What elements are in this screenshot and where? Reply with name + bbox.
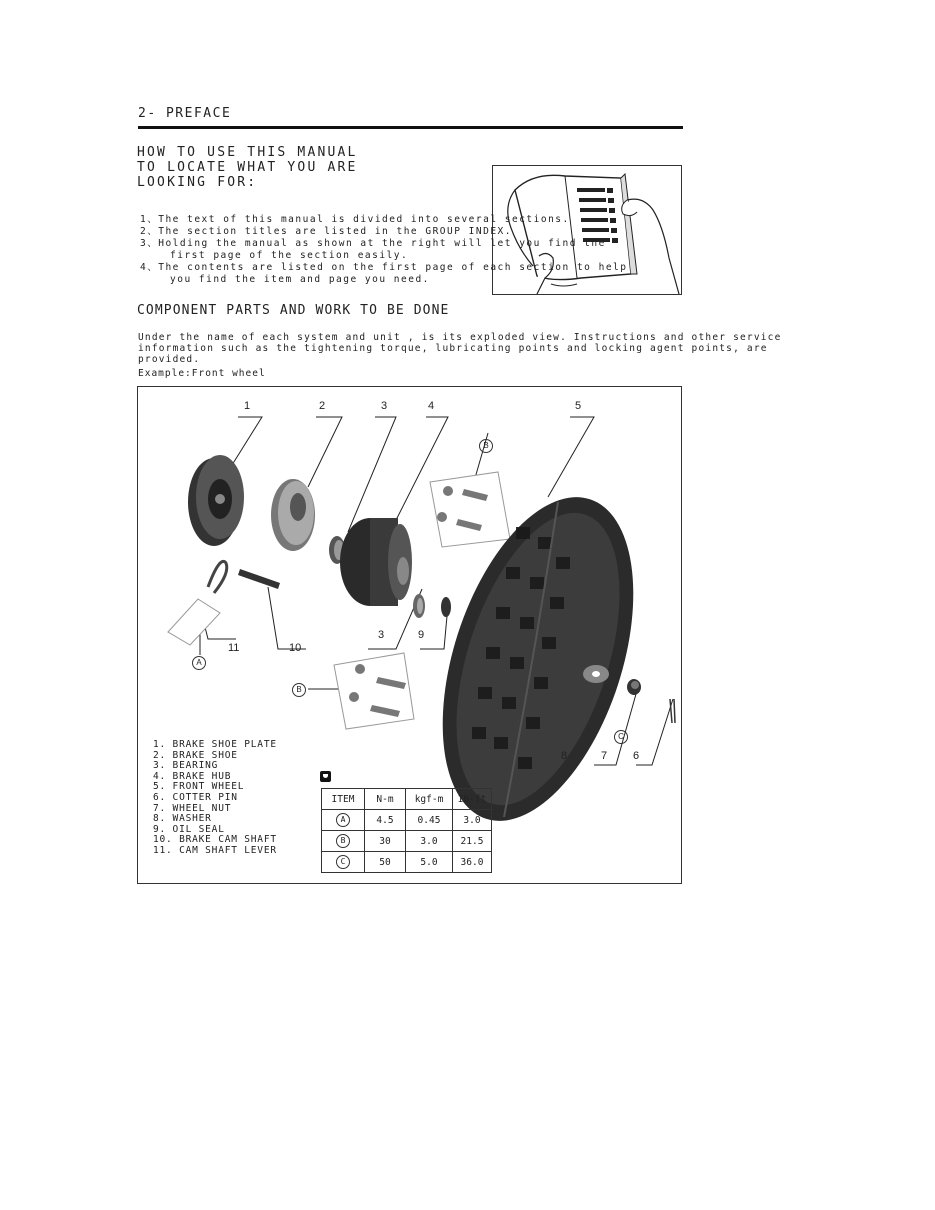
torque-callout-c: C [614, 730, 628, 744]
step-number: 2、 [140, 226, 159, 237]
exploded-view-figure [137, 386, 682, 884]
list-item: 3. BEARING [153, 760, 219, 772]
callout-number: 5 [575, 400, 582, 412]
usage-step [140, 226, 628, 238]
callout-number: 10 [289, 642, 302, 654]
list-item: 10. BRAKE CAM SHAFT [153, 834, 277, 846]
list-item: 11. CAM SHAFT LEVER [153, 844, 277, 856]
item-letter: B [336, 834, 350, 848]
callout-number: 3 [378, 629, 385, 641]
table-cell: 3.0 [453, 810, 492, 831]
callout-number: 11 [228, 642, 240, 654]
list-item: 2. BRAKE SHOE [153, 749, 238, 761]
callout-number: 3 [381, 400, 388, 412]
list-item: 6. COTTER PIN [153, 791, 238, 803]
callout-number: 8 [561, 750, 568, 762]
example-caption: Example:Front wheel [138, 368, 266, 379]
list-item: 1. BRAKE SHOE PLATE [153, 739, 277, 750]
section-intro: Under the name of each system and unit , is its exploded view. Instructions and other service information such as the tightening torque, lubricating points and locking agent points, are provided. [138, 332, 782, 365]
table-cell: 30 [365, 831, 406, 852]
usage-step [140, 238, 628, 262]
step-text: The section titles are listed in the GROUP INDEX. [158, 226, 512, 237]
step-continuation: first page of the section easily. [170, 250, 409, 261]
table-cell: 4.5 [365, 810, 406, 831]
table-cell: 5.0 [406, 852, 453, 873]
list-item: 5. FRONT WHEEL [153, 781, 245, 793]
table-header-row [322, 789, 492, 810]
list-item: 7. WHEEL NUT [153, 802, 232, 814]
header-rule [138, 126, 683, 129]
table-cell: 21.5 [453, 831, 492, 852]
column-header: kgf-m [406, 789, 453, 810]
page-header: 2- PREFACE [138, 106, 232, 121]
callout-number: 2 [319, 400, 326, 412]
table-cell: 36.0 [453, 852, 492, 873]
table-row [322, 831, 492, 852]
table-row [322, 852, 492, 873]
step-text: Holding the manual as shown at the right will let you find the [158, 238, 606, 249]
column-header: N-m [365, 789, 406, 810]
column-header: Ib-ft [453, 789, 492, 810]
table-cell: 50 [365, 852, 406, 873]
bolt-callout-box-b-top [430, 472, 510, 547]
column-header: ITEM [322, 789, 365, 810]
torque-callout-b: B [479, 439, 493, 453]
how-to-title-line: TO LOCATE WHAT YOU ARE [137, 160, 358, 175]
step-text: The text of this manual is divided into several sections. [158, 214, 570, 225]
step-text: The contents are listed on the first page of each section to help [158, 262, 628, 273]
list-item: 8. WASHER [153, 813, 212, 825]
table-cell [322, 810, 365, 831]
usage-steps [140, 214, 628, 286]
table-row [322, 810, 492, 831]
torque-table [321, 788, 492, 873]
cotter-pin-part [670, 699, 675, 723]
step-number: 3、 [140, 238, 159, 249]
torque-callout-a: A [192, 656, 206, 670]
wheel-nut-part [627, 679, 641, 695]
callout-number: 9 [418, 629, 425, 641]
cam-shaft-lever-part [208, 561, 227, 593]
usage-step [140, 262, 628, 286]
brake-shoe-part [271, 479, 315, 551]
torque-callout-b: B [292, 683, 306, 697]
table-cell: 3.0 [406, 831, 453, 852]
torque-wrench-icon [320, 771, 331, 782]
step-number: 1、 [140, 214, 159, 225]
item-letter: A [336, 813, 350, 827]
step-number: 4、 [140, 262, 159, 273]
brake-cam-shaft-part [238, 569, 280, 589]
list-item: 4. BRAKE HUB [153, 770, 232, 782]
list-item: 9. OIL SEAL [153, 823, 225, 835]
bolt-callout-box-b-bottom [334, 653, 414, 729]
table-cell [322, 852, 365, 873]
callout-number: 6 [633, 750, 640, 762]
how-to-title-line: LOOKING FOR: [137, 175, 258, 190]
callout-number: 4 [428, 400, 435, 412]
brake-hub-part [340, 518, 412, 606]
washer-part [583, 665, 609, 683]
table-cell [322, 831, 365, 852]
usage-step [140, 214, 628, 226]
how-to-title-line: HOW TO USE THIS MANUAL [137, 145, 358, 160]
item-letter: C [336, 855, 350, 869]
bolt-callout-box-a [168, 599, 220, 645]
callout-number: 1 [244, 400, 251, 412]
callout-number: 7 [601, 750, 608, 762]
step-continuation: you find the item and page you need. [170, 274, 430, 285]
brake-shoe-plate-part [188, 455, 244, 546]
parts-list [153, 740, 277, 857]
table-cell: 0.45 [406, 810, 453, 831]
how-to-title [137, 145, 358, 190]
section-title: COMPONENT PARTS AND WORK TO BE DONE [137, 303, 450, 318]
